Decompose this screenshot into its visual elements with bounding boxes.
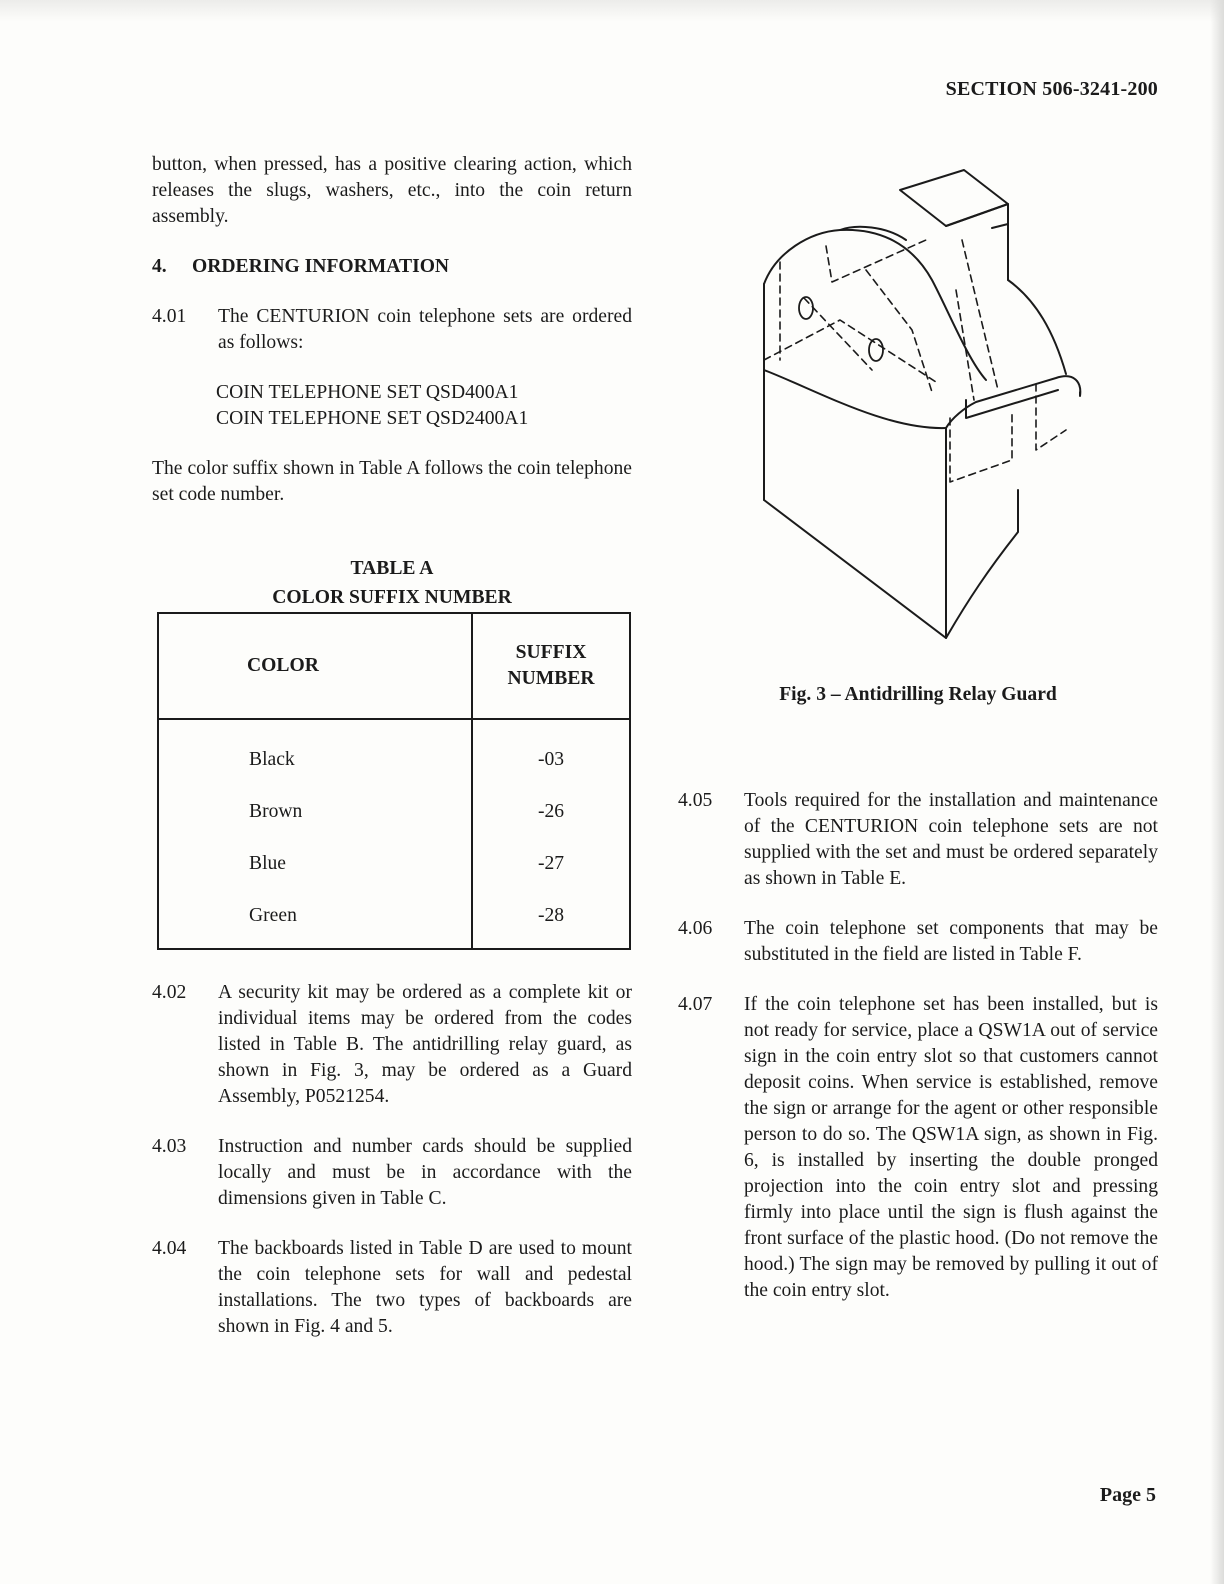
intro-paragraph: button, when pressed, has a positive clearing action, which releases the slugs, washers, etc., into the coin return assembly. xyxy=(152,154,632,227)
table-a-title: TABLE A xyxy=(350,558,434,579)
table-row xyxy=(158,890,630,949)
paragraph-4-01 xyxy=(152,304,632,356)
order-code: COIN TELEPHONE SET QSD2400A1 xyxy=(216,408,529,429)
right-column xyxy=(678,788,1158,1304)
paragraph-text: The CENTURION coin telephone sets are ordered as follows: xyxy=(218,306,632,353)
left-column xyxy=(152,152,632,1340)
order-code: COIN TELEPHONE SET QSD400A1 xyxy=(216,382,519,403)
cell-suffix: -28 xyxy=(472,890,630,949)
paragraph-4-06: 4.06 The coin telephone set components that may be substituted in the field are listed in Table F. xyxy=(678,918,1158,965)
section-header: SECTION 506-3241-200 xyxy=(945,78,1158,100)
scan-shadow-right xyxy=(1210,0,1224,1584)
cell-color: Blue xyxy=(158,838,472,890)
cell-color: Brown xyxy=(158,786,472,838)
scan-shadow-top xyxy=(0,0,1224,22)
table-row xyxy=(158,838,630,890)
color-suffix-table xyxy=(157,612,631,950)
column-header-suffix: SUFFIX NUMBER xyxy=(472,613,630,719)
section-number: 4. xyxy=(152,256,167,277)
paragraph-4-04: 4.04 The backboards listed in Table D are used to mount the coin telephone sets for wall and pedestal installations. The two types of backboards are shown in Fig. 4 and 5. xyxy=(152,1238,632,1337)
cell-suffix: -03 xyxy=(472,719,630,786)
paragraph-4-05: 4.05 Tools required for the installation and maintenance of the CENTURION coin telephone sets are not supplied with the set and must be ordered separately as shown in Table E. xyxy=(678,790,1158,889)
cell-color: Green xyxy=(158,890,472,949)
column-header-color: COLOR xyxy=(158,613,472,719)
paragraph-4-02: 4.02 A security kit may be ordered as a complete kit or individual items may be ordered from the codes listed in Table B. The antidrilling relay guard, as shown in Fig. 3, may be ordered as a Guard Assembly, P0521254. xyxy=(152,982,632,1107)
section-title: ORDERING INFORMATION xyxy=(192,256,450,277)
cell-suffix: -26 xyxy=(472,786,630,838)
section-heading xyxy=(152,254,632,280)
table-row xyxy=(158,719,630,786)
paragraph-number: 4.01 xyxy=(152,306,187,327)
table-row xyxy=(158,786,630,838)
table-a-subtitle: COLOR SUFFIX NUMBER xyxy=(272,587,512,608)
page-number: Page 5 xyxy=(1099,1484,1156,1506)
color-note-paragraph: The color suffix shown in Table A follows the coin telephone set code number. xyxy=(152,458,632,505)
paragraph-4-03: 4.03 Instruction and number cards should be supplied locally and must be in accordance with the dimensions given in Table C. xyxy=(152,1136,632,1209)
order-codes xyxy=(152,380,632,432)
figure-caption: Fig. 3 – Antidrilling Relay Guard xyxy=(779,684,1057,705)
cell-suffix: -27 xyxy=(472,838,630,890)
paragraph-4-07: 4.07 If the coin telephone set has been installed, but is not ready for service, place a QSW1A out of service sign in the coin entry slot so that customers cannot deposit coins. When service is established, remove the sign or arrange for the agent or other responsible person to do so. The QSW1A sign, as shown in Fig. 6, is installed by inserting the double pronged projection into the coin entry slot and pressing firmly into place until the sign is flush against the front surface of the plastic hood. (Do not remove the hood.) The sign may be removed by pulling it out of the coin entry slot. xyxy=(678,994,1158,1301)
cell-color: Black xyxy=(158,719,472,786)
antidrilling-relay-guard-illustration xyxy=(736,160,1086,650)
